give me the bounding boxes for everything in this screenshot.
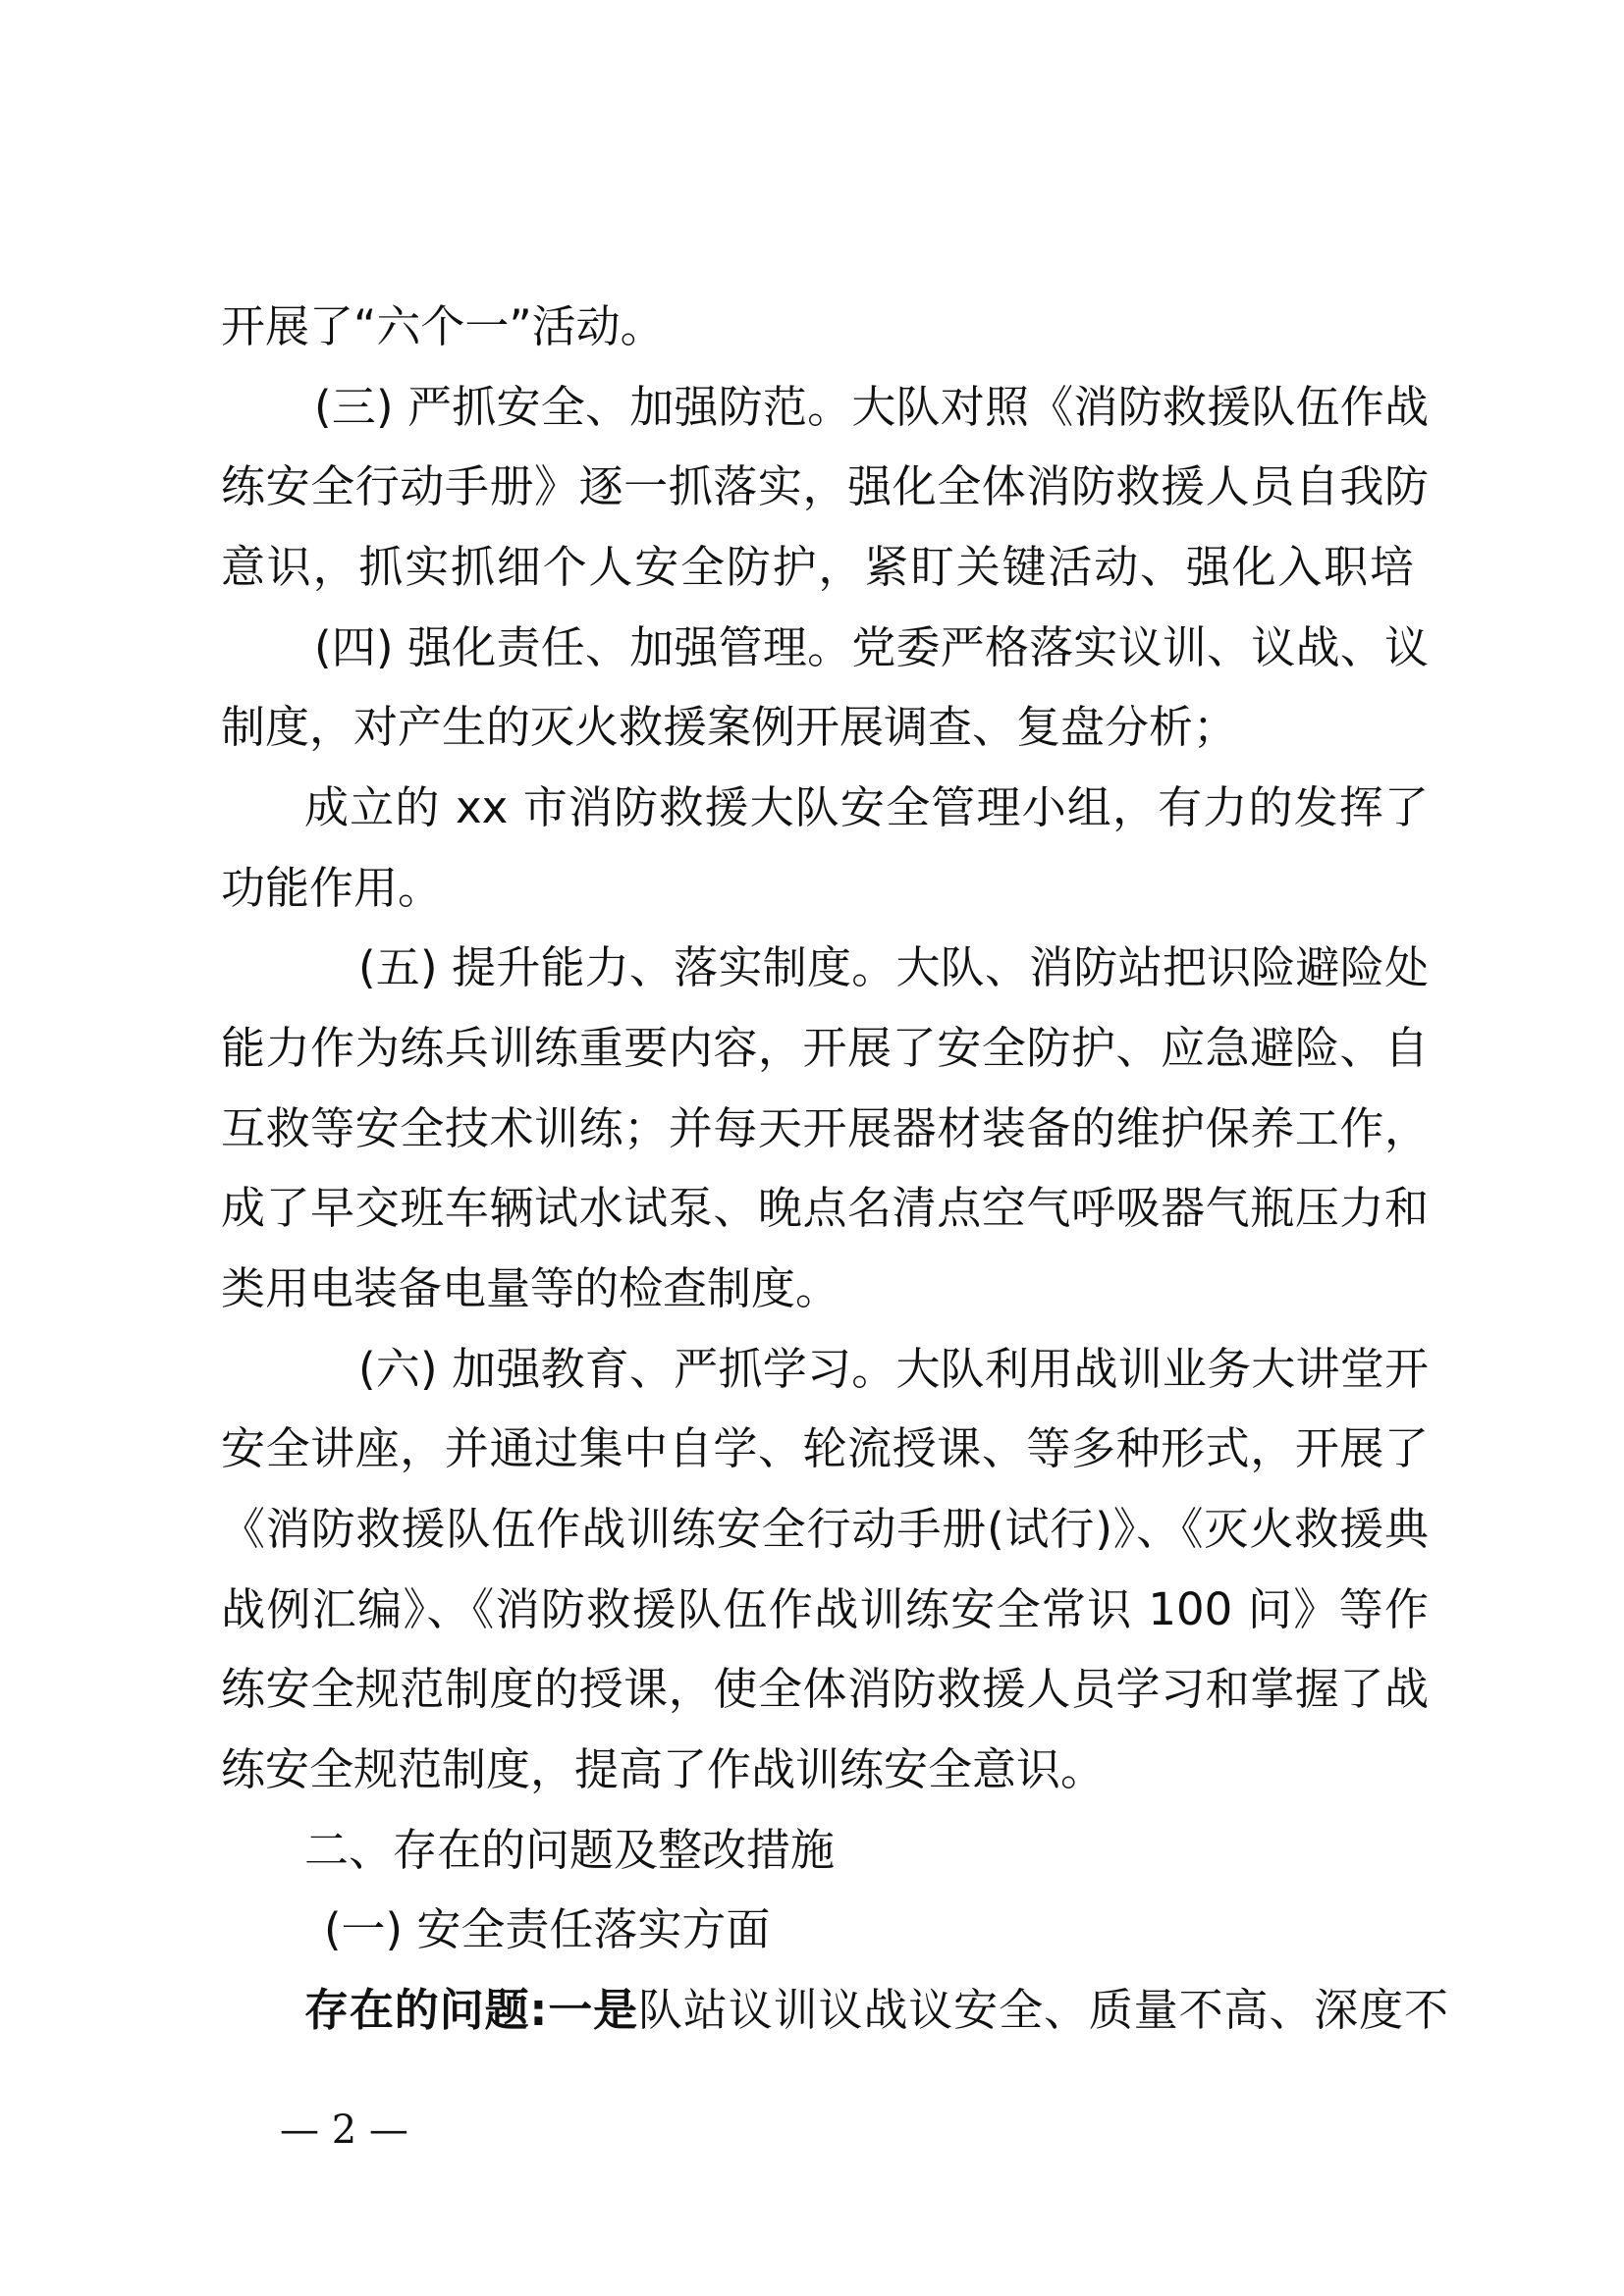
text-line: 意识，抓实抓细个人安全防护，紧盯关键活动、强化入职培 — [221, 541, 1414, 593]
section-heading-6: (六) 加强教育、严抓学习。大队利用战训业务大讲堂开 — [358, 1343, 1429, 1395]
text-line: 成立的 xx 市消防救援大队安全管理小组，有力的发挥了 — [304, 781, 1429, 833]
text-line: 制度，对产生的灭火救援案例开展调查、复盘分析； — [221, 701, 1238, 753]
subsection-heading: (一) 安全责任落实方面 — [324, 1903, 771, 1955]
section-heading-3: (三) 严抓安全、加强防范。大队对照《消防救援队伍作战 — [314, 381, 1429, 433]
text-line: 《消防救援队伍作战训练安全行动手册(试行)》、《灭火救援典 — [221, 1503, 1429, 1555]
text-line: 练安全行动手册》逐一抓落实，强化全体消防救援人员自我防 — [221, 460, 1429, 512]
problem-line — [304, 1981, 1448, 2040]
text-line: 功能作用。 — [221, 862, 443, 914]
text-line: 练安全规范制度的授课，使全体消防救援人员学习和掌握了战 — [221, 1663, 1429, 1715]
chapter-heading: 二、存在的问题及整改措施 — [304, 1824, 836, 1876]
page-number: — 2 — — [280, 2108, 408, 2153]
text-line: 互救等安全技术训练；并每天开展器材装备的维护保养工作， — [221, 1102, 1429, 1154]
text-line: 开展了“六个一”活动。 — [221, 300, 665, 352]
text-line: 安全讲座，并通过集中自学、轮流授课、等多种形式，开展了 — [221, 1422, 1429, 1474]
section-heading-5: (五) 提升能力、落实制度。大队、消防站把识险避险处 — [358, 941, 1429, 993]
text-line: 能力作为练兵训练重要内容，开展了安全防护、应急避险、自 — [221, 1022, 1429, 1074]
text-line: 战例汇编》、《消防救援队伍作战训练安全常识 100 问》等作 — [221, 1583, 1429, 1635]
text-line: 练安全规范制度，提高了作战训练安全意识。 — [221, 1743, 1106, 1795]
section-heading-4: (四) 强化责任、加强管理。党委严格落实议训、议战、议 — [314, 621, 1429, 673]
problem-text: 队站议训议战议安全、质量不高、深度不 — [638, 1984, 1448, 2036]
text-line: 成了早交班车辆试水试泵、晚点名清点空气呼吸器气瓶压力和 — [221, 1182, 1429, 1234]
text-line: 类用电装备电量等的检查制度。 — [221, 1262, 840, 1314]
problem-label: 存在的问题:一是 — [304, 1984, 639, 2036]
